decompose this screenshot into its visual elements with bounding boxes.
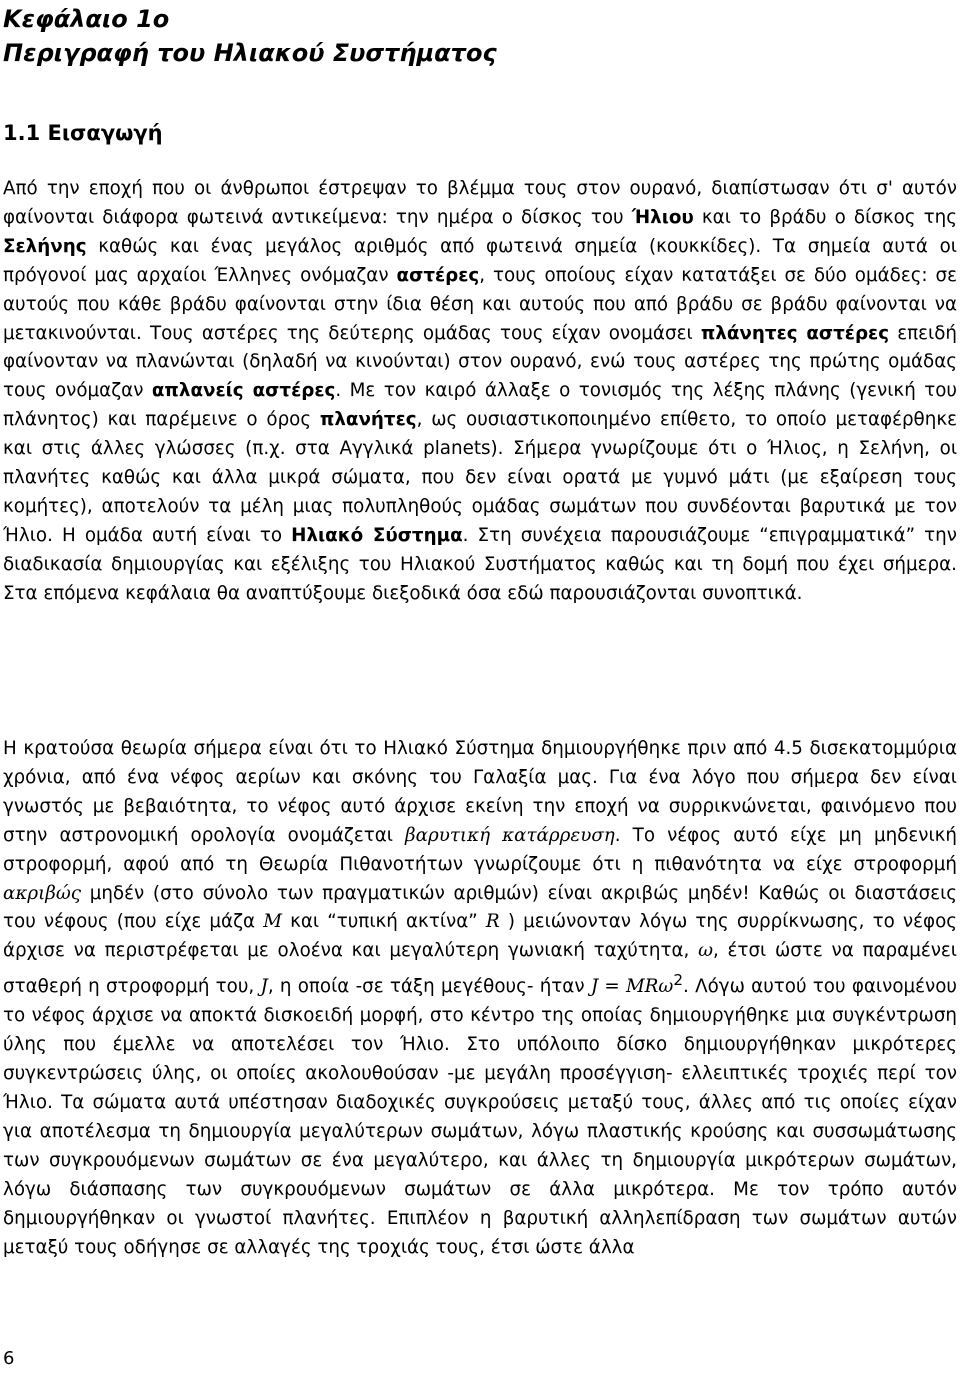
- symbol-mass: M: [263, 911, 282, 933]
- term-exactly: ακριβώς: [3, 882, 81, 904]
- symbol-angular-momentum: J: [260, 976, 268, 998]
- page-number: 6: [3, 1348, 15, 1369]
- term-solar-system: Ηλιακό Σύστημα: [291, 524, 463, 546]
- term-planetes: πλανήτες: [319, 409, 417, 431]
- chapter-subtitle: Περιγραφή του Ηλιακού Συστήματος: [3, 39, 497, 67]
- formula-exponent: 2: [673, 971, 684, 990]
- chapter-number: Κεφάλαιο 1ο: [3, 5, 170, 33]
- chapter-heading: [3, 2, 497, 70]
- term-moon: Σελήνης: [3, 235, 87, 257]
- formation-paragraph: Η κρατούσα θεωρία σήμερα είναι ότι το Ηλιακό Σύστημα δημιουργήθηκε πριν από 4.5 δισεκατομμύρια χρόνια, από ένα νέφος αερίων και σκόνης του Γαλαξία μας. Για ένα λόγο που σήμερα δεν είναι γνωστός με βεβαιότητα, το νέφος αυτό άρχισε εκείνη την εποχή να συρρικνώνεται, φαινόμενο που στην αστρονομική ορολογία ονομάζεται βαρυτική κατάρρευση. Το νέφος αυτό είχε μη μηδενική στροφορμή, αφού από τη Θεωρία Πιθανοτήτων γνωρίζουμε ότι η πιθανότητα να είχε στροφορμή ακριβώς μηδέν (στο σύνολο των πραγματικών αριθμών) είναι ακριβώς μηδέν! Καθώς οι διαστάσεις του νέφους (που είχε μάζα M και “τυπική ακτίνα” R ) μειώνονταν λόγω της συρρίκνωσης, το νέφος άρχισε να περιστρέφεται με ολοένα και μεγαλύτερη γωνιακή ταχύτητα, ω, έτσι ώστε να παραμένει σταθερή η στροφορμή του, J, η οποία -σε τάξη μεγέθους- ήταν J = MRω$^2$. Λόγω αυτού του φαινομένου το νέφος άρχισε να αποκτά δισκοειδή μορφή, στο κέντρο της οποίας δημιουργήθηκε μια συγκέντρωση ύλης που έμελλε να αποτελέσει τον Ήλιο. Στο υπόλοιπο δίσκο δημιουργήθηκαν μικρότερες συγκεντρώσεις ύλης, οι οποίες ακολουθούσαν -με μεγάλη προσέγγιση- ελλειπτικές τροχιές περί τον Ήλιο. Τα σώματα αυτά υπέστησαν διαδοχικές συγκρούσεις μεταξύ τους, άλλες από τις οποίες είχαν για αποτέλεσμα τη δημιουργία μεγαλύτερων σωμάτων, λόγω πλαστικής κρούσης και συσσωμάτωσης των συγκρουόμενων σωμάτων σε ένα μεγαλύτερο, και άλλες τη δημιουργία μικρότερων σωμάτων, λόγω διάσπασης των συγκρουόμενων σωμάτων σε άλλα μικρότερα. Με τον τρόπο αυτόν δημιουργήθηκαν οι γνωστοί πλανήτες. Επιπλέον η βαρυτική αλληλεπίδραση των σωμάτων αυτών μεταξύ τους οδήγησε σε αλλαγές της τροχιάς τους, έτσι ώστε άλλα: [3, 738, 958, 1258]
- term-asteres: αστέρες: [396, 264, 480, 286]
- section-heading: 1.1 Εισαγωγή: [3, 121, 163, 145]
- intro-paragraph: Από την εποχή που οι άνθρωποι έστρεψαν το βλέμμα τους στον ουρανό, διαπίστωσαν ότι σ' αυτόν φαίνονται διάφορα φωτεινά αντικείμενα: την ημέρα ο δίσκος του Ήλιου και το βράδυ ο δίσκος της Σελήνης καθώς και ένας μεγάλος αριθμός από φωτεινά σημεία (κουκκίδες). Τα σημεία αυτά οι πρόγονοί μας αρχαίοι Έλληνες ονόμαζαν αστέρες, τους οποίους είχαν κατατάξει σε δύο ομάδες: σε αυτούς που κάθε βράδυ φαίνονται στην ίδια θέση και αυτούς που από βράδυ σε βράδυ φαίνονται να μετακινούνται. Τους αστέρες της δεύτερης ομάδας τους είχαν ονομάσει πλάνητες αστέρες επειδή φαίνονταν να πλανώνται (δηλαδή να κινούνται) στον ουρανό, ενώ τους αστέρες της πρώτης ομάδας τους ονόμαζαν απλανείς αστέρες. Με τον καιρό άλλαξε ο τονισμός της λέξης πλάνης (γενική του πλάνητος) και παρέμεινε ο όρος πλανήτες, ως ουσιαστικοποιημένο επίθετο, το οποίο μεταφέρθηκε και στις άλλες γλώσσες (π.χ. στα Αγγλικά planets). Σήμερα γνωρίζουμε ότι ο Ήλιος, η Σελήνη, οι πλανήτες καθώς και άλλα μικρά σώματα, που δεν είναι ορατά με γυμνό μάτι (με εξαίρεση τους κομήτες), αποτελούν τα μέλη μιας πολυπληθούς ομάδας σωμάτων που συνδέονται βαρυτικά με τον Ήλιο. Η ομάδα αυτή είναι το Ηλιακό Σύστημα. Στη συνέχεια παρουσιάζουμε “επιγραμματικά” την διαδικασία δημιουργίας και εξέλιξης του Ηλιακού Συστήματος καθώς και τη δομή που έχει σήμερα. Στα επόμενα κεφάλαια θα αναπτύξουμε διεξοδικά όσα εδώ παρουσιάζονται συνοπτικά.: [3, 178, 957, 604]
- symbol-radius: R: [485, 911, 500, 933]
- term-gravitational-collapse: βαρυτική κατάρρευση: [405, 824, 615, 846]
- symbol-omega: ω: [698, 940, 713, 962]
- term-sun: Ήλιου: [631, 206, 694, 228]
- formula-angular-momentum: J = MRω: [590, 976, 674, 998]
- term-planetes-asteres: πλάνητες αστέρες: [700, 322, 890, 344]
- term-aplaneis-asteres: απλανείς αστέρες: [151, 380, 336, 402]
